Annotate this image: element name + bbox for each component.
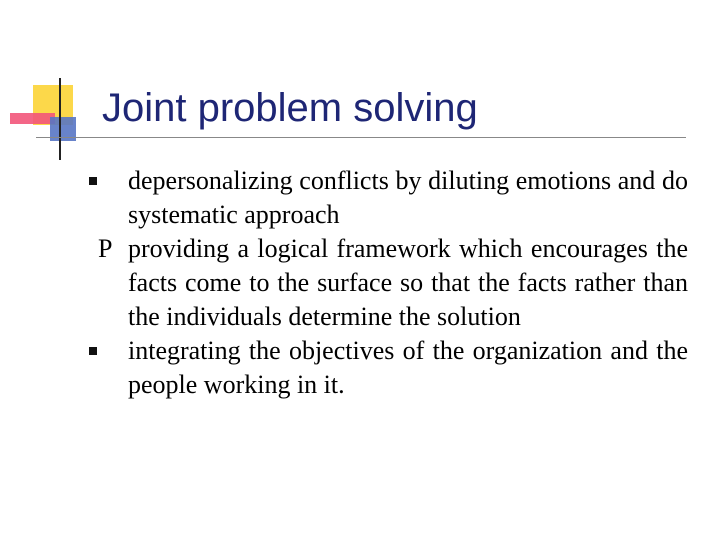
bullet-list <box>96 164 688 402</box>
decorative-vertical-line <box>59 78 61 160</box>
slide-title: Joint problem solving <box>102 86 478 130</box>
bullet-item-providing <box>96 232 688 334</box>
bullet-text: integrating the objectives of the organization and the people working in it. <box>128 336 688 399</box>
bullet-text: depersonalizing conflicts by diluting emotions and do systematic approach <box>128 166 688 229</box>
bullet-item-integrating <box>96 334 688 402</box>
bullet-item-depersonalizing <box>96 164 688 232</box>
bullet-marker-letter: P <box>98 234 113 263</box>
bullet-text: providing a logical framework which encourages the facts come to the surface so that the facts rather than the individuals determine the solution <box>128 234 688 331</box>
title-underline <box>36 137 686 138</box>
decorative-red-bar <box>10 113 55 124</box>
